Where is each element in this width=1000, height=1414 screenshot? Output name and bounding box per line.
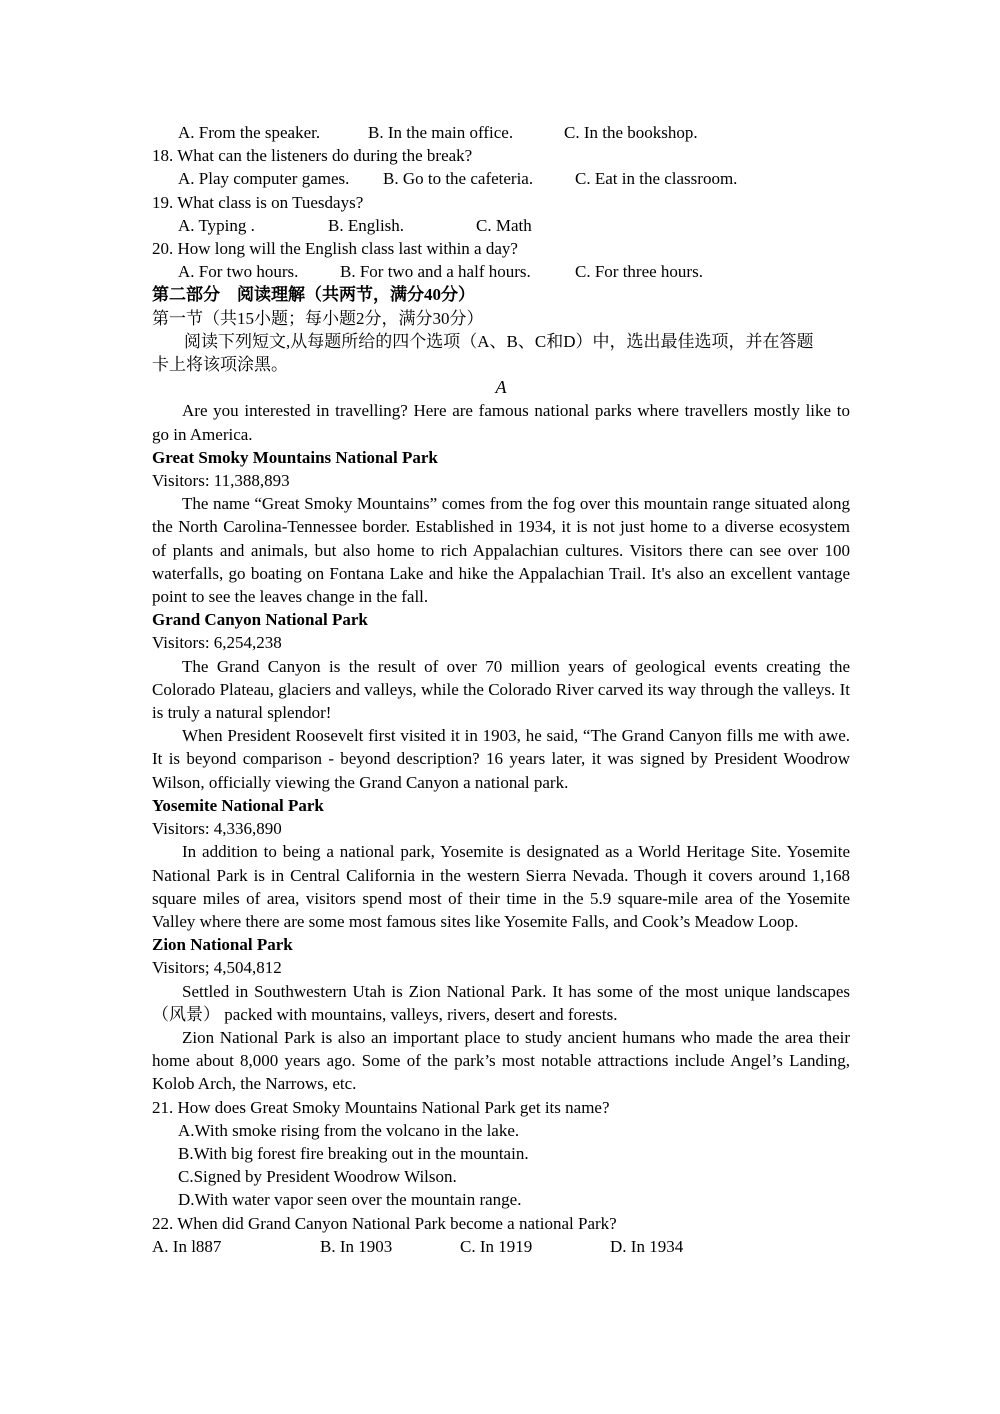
q19-option-b: B. English. <box>328 215 405 235</box>
q20-option-b: B. For two and a half hours. <box>340 262 531 282</box>
q18-option-c: C. Eat in the classroom. <box>575 169 738 189</box>
park-name-zion: Zion National Park <box>152 935 293 955</box>
park-name-great-smoky: Great Smoky Mountains National Park <box>152 447 438 467</box>
question-20-stem: 20. How long will the English class last within a day? <box>152 239 518 259</box>
q19-option-row <box>152 214 850 237</box>
q18-option-b: B. Go to the cafeteria. <box>383 169 534 189</box>
park-visitors-yosemite: Visitors: 4,336,890 <box>152 819 282 839</box>
section2-instructions-line1: 阅读下列短文,从每题所给的四个选项（A、B、C和D）中，选出最佳选项，并在答题 <box>184 331 814 351</box>
park-paragraph: In addition to being a national park, Yosemite is designated as a World Heritage Site. Yosemite National Park is in Central California in the western Sierra Nevada. Though it covers around 1,168 square miles of area, visitors spend most of their time in the 5.9 square-mile area of the Yosemite Valley where there are some most famous sites like Yosemite Falls, and Cook’s Meadow Loop. <box>152 842 850 931</box>
q20-option-c: C. For three hours. <box>575 262 703 282</box>
park-paragraph: The name “Great Smoky Mountains” comes from the fog over this mountain range situated along the North Carolina-Tennessee border. Established in 1934, it is not just home to a diverse ecosystem of plants and animals, but also home to rich Appalachian cultures. Visitors there can see over 100 waterfalls, go boating on Fontana Lake and hike the Appalachian Trail. It's also an excellent vantage point to see the leaves change in the fall. <box>152 494 850 607</box>
park-visitors-great-smoky: Visitors: 11,388,893 <box>152 471 290 491</box>
park-visitors-zion: Visitors; 4,504,812 <box>152 958 282 978</box>
park-name-yosemite: Yosemite National Park <box>152 795 324 815</box>
park-paragraph: Zion National Park is also an important place to study ancient humans who made the area their home about 8,000 years ago. Some of the park’s most notable attractions include Angel’s Landing, Kolob Arch, the Narrows, etc. <box>152 1027 850 1094</box>
q22-option-row <box>152 1235 850 1258</box>
section2-instructions-line2: 卡上将该项涂黑。 <box>152 355 288 375</box>
question-19-stem: 19. What class is on Tuesdays? <box>152 192 364 212</box>
section2-subheading: 第一节（共15小题；每小题2分，满分30分） <box>152 308 484 328</box>
q22-option-c: C. In 1919 <box>460 1236 533 1256</box>
park-paragraph: Settled in Southwestern Utah is Zion National Park. It has some of the most unique landscapes（风景） packed with mountains, valleys, rivers, desert and forests. <box>152 981 850 1024</box>
passage-label: A <box>495 377 507 398</box>
section2-heading: 第二部分 阅读理解（共两节，满分40分） <box>152 285 475 305</box>
page-content <box>152 121 850 1258</box>
q20-option-row <box>152 260 850 283</box>
q18-option-row <box>152 167 850 190</box>
q22-option-d: D. In 1934 <box>610 1236 684 1256</box>
park-paragraph: When President Roosevelt first visited it in 1903, he said, “The Grand Canyon fills me with awe. It is beyond comparison - beyond description? 16 years later, it was signed by President Woodrow Wilson, officially viewing the Grand Canyon a national park. <box>152 726 850 792</box>
q21-option-d: D.With water vapor seen over the mountain range. <box>178 1190 522 1210</box>
q17-option-row <box>152 121 850 144</box>
q19-option-c: C. Math <box>476 215 532 235</box>
q19-option-a: A. Typing . <box>178 215 255 235</box>
question-18-stem: 18. What can the listeners do during the break? <box>152 146 473 166</box>
q20-option-a: A. For two hours. <box>178 262 299 282</box>
park-paragraph: The Grand Canyon is the result of over 70 million years of geological events creating the Colorado Plateau, glaciers and valleys, while the Colorado River carved its way through the valleys. It is truly a natural splendor! <box>152 656 850 723</box>
question-21-stem: 21. How does Great Smoky Mountains National Park get its name? <box>152 1097 610 1117</box>
q21-option-c: C.Signed by President Woodrow Wilson. <box>178 1167 457 1187</box>
q18-option-a: A. Play computer games. <box>178 169 350 189</box>
q17-option-b: B. In the main office. <box>368 123 514 142</box>
passage-intro: Are you interested in travelling? Here are famous national parks where travellers mostly like to go in America. <box>152 401 850 444</box>
q22-option-a: A. In l887 <box>152 1236 222 1256</box>
q17-option-a: A. From the speaker. <box>178 123 321 142</box>
question-22-stem: 22. When did Grand Canyon National Park become a national Park? <box>152 1213 617 1233</box>
park-visitors-grand-canyon: Visitors: 6,254,238 <box>152 633 282 653</box>
q21-option-b: B.With big forest fire breaking out in the mountain. <box>178 1143 529 1163</box>
q21-option-a: A.With smoke rising from the volcano in the lake. <box>178 1120 520 1140</box>
q22-option-b: B. In 1903 <box>320 1236 393 1256</box>
park-name-grand-canyon: Grand Canyon National Park <box>152 610 368 630</box>
q17-option-c: C. In the bookshop. <box>564 123 698 142</box>
